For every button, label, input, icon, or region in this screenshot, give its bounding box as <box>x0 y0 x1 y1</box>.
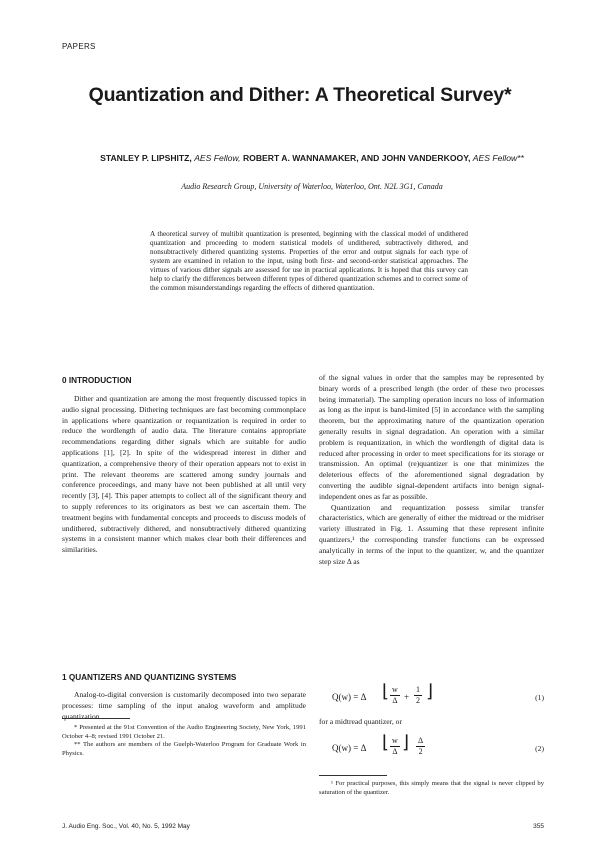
equation-1 <box>332 683 544 713</box>
equation-2-tail-den: 2 <box>418 747 423 756</box>
equation-2-lhs: Q(w) = Δ <box>332 743 367 753</box>
equation-2 <box>332 734 544 764</box>
author-line <box>62 153 562 163</box>
journal-citation: J. Audio Eng. Soc., Vol. 40, No. 5, 1992 May <box>62 823 190 830</box>
right-paragraph-3-wrap <box>319 717 544 728</box>
right-column-text <box>319 373 544 567</box>
equation-2-tail-num: Δ <box>418 736 424 745</box>
footnote-right <box>319 780 544 797</box>
footnote-infinite-quantizer: ¹ For practical purposes, this simply means that the signal is never clipped by saturation of the quantizer. <box>319 780 544 796</box>
equation-1-lhs: Q(w) = Δ <box>332 692 367 702</box>
author-lipshitz: STANLEY P. LIPSHITZ, <box>100 153 192 163</box>
equation-1-frac <box>390 685 400 706</box>
right-paragraph-1: of the signal values in order that the samples may be represented by binary words of a prescribed length (the order of these two processes being immaterial). The sampling operation incurs no loss of information as long as the input is band-limited [5] in accordance with the sampling theorem, but the approximating nature of the quantization operation generally results in signal degradation. An operation with a similar problem is requantization, in which the wordlength of digital data is reduced after processing in order to meet specifications for its storage or transmission. An optimal (re)quantizer is one that minimizes the deleterious effects of the aforementioned signal degradation by converting the audible signal-dependent artifacts into benign signal-independent ones as far as possible. <box>319 373 544 501</box>
author-vanderkooy-role: AES Fellow** <box>472 153 524 163</box>
intro-paragraph <box>62 394 306 556</box>
footnote-rule-right <box>319 775 387 776</box>
equation-2-label: (2) <box>535 744 544 753</box>
equation-2-num: w <box>392 736 398 745</box>
equation-2-frac <box>390 736 400 757</box>
equation-1-half <box>414 685 422 706</box>
equation-2-den: Δ <box>392 747 398 756</box>
section1-text: Analog-to-digital conversion is customarily decomposed into two separate processes: time sampling of the input analog waveform and amplitude quantization <box>62 690 306 721</box>
paper-title: Quantization and Dither: A Theoretical Survey* <box>88 84 512 106</box>
equation-1-den: Δ <box>392 696 398 705</box>
equation-2-tail <box>416 736 425 757</box>
equation-2-floor-left: ⌊ <box>382 732 390 752</box>
page-number: 355 <box>533 823 544 830</box>
equation-1-num: w <box>392 685 398 694</box>
author-wannamaker-vanderkooy: ROBERT A. WANNAMAKER, AND JOHN VANDERKOOY, <box>242 153 471 163</box>
footnote-membership: ** The authors are members of the Guelph-Waterloo Program for Graduate Work in Physics. <box>62 741 306 757</box>
author-lipshitz-role: AES Fellow, <box>194 153 241 163</box>
intro-text: Dither and quantization are among the most frequently discussed topics in audio signal processing. Dithering techniques are fast becoming commonplace in applications where quantization or requantization is required in order to reduce the wordlength of audio data. The literature contains appropriate recommendations regarding dither signals which are suitable for audio applications [1], [2]. In spite of the widespread interest in dither and quantization, a comprehensive theory of their operation appears not to exist in print. The relevant theorems are scattered among sundry journals and conference proceedings, and many have not been published at all until very recently [3], [4]. This paper attempts to collect all of the significant theory and to supply references to its originators as best we can ascertain them. The treatment begins with fundamental concepts and proceeds to discuss models of undithered, subtractively dithered, and nonsubtractively dithered quantizing systems in a consistent manner which makes clear both their differences and similarities. <box>62 394 306 555</box>
equation-1-plus: + <box>404 692 410 702</box>
equation-2-floor-right: ⌋ <box>402 732 410 752</box>
section-heading-quantizers: 1 QUANTIZERS AND QUANTIZING SYSTEMS <box>62 673 237 682</box>
running-header: PAPERS <box>62 42 96 51</box>
footnote-rule-left <box>62 718 130 719</box>
abstract: A theoretical survey of multibit quantization is presented, beginning with the classical model of undithered quantization and proceeding to modern statistical models of undithered, subtractively dithered, and nonsubtractively dithered quantizing systems. Properties of the error and output signals for each type of system are examined in relation to the input, using both first- and second-order statistical approaches. The virtues of various dither signals are assessed for use in practical applications. It is hoped that this survey can help to clarify the differences between different types of dithered quantization schemes and to correct some of the common misunderstandings regarding the effects of dithered quantization. <box>150 230 468 292</box>
equation-1-label: (1) <box>535 693 544 702</box>
equation-1-floor-right: ⌋ <box>426 681 434 701</box>
footnotes-left <box>62 724 306 758</box>
section-heading-introduction: 0 INTRODUCTION <box>62 376 132 385</box>
equation-1-floor-left: ⌊ <box>382 681 390 701</box>
equation-1-half-den: 2 <box>416 696 420 705</box>
right-paragraph-3: for a midtread quantizer, or <box>319 717 402 726</box>
affiliation: Audio Research Group, University of Waterloo, Waterloo, Ont. N2L 3G1, Canada <box>181 182 443 191</box>
equation-1-half-num: 1 <box>416 685 420 694</box>
footnote-convention: * Presented at the 91st Convention of the Audio Engineering Society, New York, 1991 October 4–8; revised 1991 October 21. <box>62 724 306 740</box>
right-paragraph-2: Quantization and requantization possess similar transfer characteristics, which are generally of either the midtread or the midriser variety illustrated in Fig. 1. Assuming that these represent infinite quantizers,¹ the corresponding transfer functions can be expressed analytically in terms of the input to the quantizer, w, and the quantizer step size Δ as <box>319 502 544 566</box>
